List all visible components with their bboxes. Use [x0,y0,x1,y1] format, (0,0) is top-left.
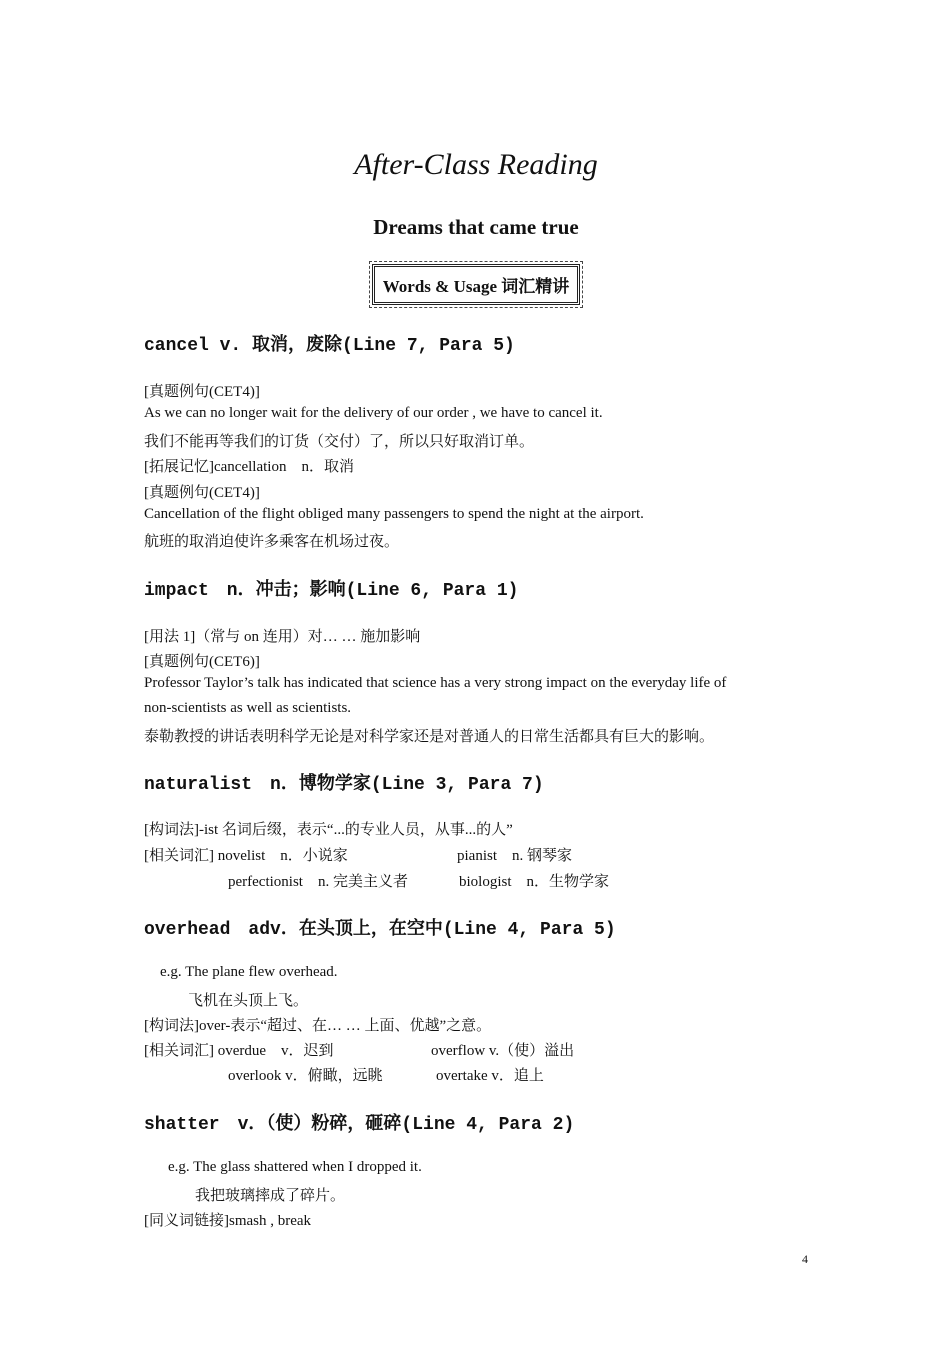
entry-heading-impact: impact n．冲击；影响(Line 6, Para 1) [144,581,519,601]
entry-line: Professor Taylor’s talk has indicated that science has a very strong impact on the everyday life of [144,675,727,691]
entry-line: 泰勒教授的讲话表明科学无论是对科学家还是对普通人的日常生活都具有巨大的影响。 [144,729,715,745]
entry-heading-naturalist: naturalist n．博物学家(Line 3, Para 7) [144,775,544,795]
entry-heading-shatter: shatter v．（使）粉碎，砸碎(Line 4, Para 2) [144,1115,575,1135]
article-subtitle: Dreams that came true [373,215,579,239]
entry-line: Cancellation of the flight obliged many passengers to spend the night at the airport. [144,506,644,522]
entry-line: [拓展记忆]cancellation n．取消 [144,459,354,475]
entry-line: [同义词链接]smash , break [144,1213,312,1229]
entry-line: e.g. The plane flew overhead. [160,964,338,980]
entry-line: As we can no longer wait for the delivery of our order , we have to cancel it. [144,405,603,421]
entry-line: non-scientists as well as scientists. [144,700,352,716]
entry-line: 飞机在头顶上飞。 [188,993,309,1009]
entry-line: 我把玻璃摔成了碎片。 [195,1188,346,1204]
entry-line: perfectionist n. 完美主义者 [228,874,408,890]
entry-line: [构词法]-ist 名词后缀，表示“...的专业人员，从事...的人” [144,822,513,838]
entry-heading-overhead: overhead adv．在头顶上，在空中(Line 4, Para 5) [144,920,616,940]
entry-line: [真题例句(CET4)] [144,384,260,400]
entry-line: [真题例句(CET4)] [144,485,260,501]
section-badge: Words & Usage 词汇精讲 [372,264,581,305]
entry-line: 航班的取消迫使许多乘客在机场过夜。 [144,534,400,550]
entry-line: overtake v．追上 [436,1068,544,1084]
page-title: After-Class Reading [354,148,598,181]
entry-line: e.g. The glass shattered when I dropped it. [168,1159,422,1175]
entry-line: 我们不能再等我们的订货（交付）了，所以只好取消订单。 [144,434,535,450]
entry-line: [构词法]over-表示“超过、在… … 上面、优越”之意。 [144,1018,492,1034]
entry-line: biologist n．生物学家 [459,874,610,890]
entry-line: overflow v.（使）溢出 [431,1043,575,1059]
entry-line: [相关词汇] novelist n．小说家 [144,848,348,864]
entry-line: pianist n. 钢琴家 [457,848,572,864]
entry-line: [真题例句(CET6)] [144,654,260,670]
entry-line: [用法 1]（常与 on 连用）对… … 施加影响 [144,629,421,645]
page-number: 4 [802,1252,808,1266]
entry-line: overlook v．俯瞰，远眺 [228,1068,383,1084]
section-badge-container [0,264,952,305]
entry-heading-cancel: cancel v. 取消，废除(Line 7, Para 5) [144,336,515,356]
entry-line: [相关词汇] overdue v．迟到 [144,1043,334,1059]
